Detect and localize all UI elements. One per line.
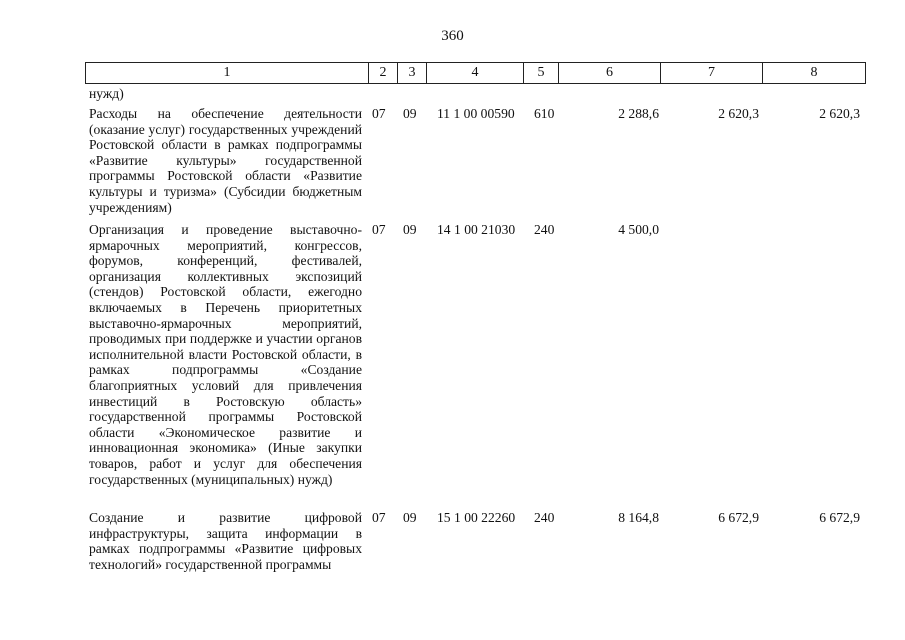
- row-description: Организация и проведение выставочно-ярмарочных мероприятий, конгрессов, форумов, конференций, фестивалей, организация коллективных экспозиций (стендов) Ростовской области, ежегодно включаемых в Перечень приоритетных выставочно-ярмарочных мероприятий, проводимых при поддержке и участии органов исполнительной власти Ростовской области, в рамках подпрограммы «Создание благоприятных условий для привлечения инвестиций в Ростовскую область» государственной программы Ростовской области «Экономическое развитие и инновационная экономика» (Иные закупки товаров, работ и услуг для обеспечения государственных (муниципальных) нужд): [89, 222, 362, 487]
- row-vr: 240: [534, 222, 555, 237]
- row-csr: 11 1 00 00590: [437, 106, 515, 121]
- header-col-7: 7: [661, 63, 763, 84]
- column-header-row: [85, 62, 866, 84]
- row-pr: 09: [403, 510, 417, 525]
- header-col-2: 2: [369, 63, 398, 84]
- header-col-4: 4: [427, 63, 524, 84]
- header-col-5: 5: [524, 63, 559, 84]
- row-vr: 240: [534, 510, 555, 525]
- header-col-8: 8: [763, 63, 866, 84]
- header-col-1: 1: [86, 63, 369, 84]
- row-csr: 15 1 00 22260: [437, 510, 516, 525]
- row-description: нужд): [89, 86, 124, 101]
- row-value-3: 2 620,3: [819, 106, 860, 121]
- row-rz: 07: [372, 510, 386, 525]
- row-value-1: 4 500,0: [618, 222, 659, 237]
- header-col-3: 3: [398, 63, 427, 84]
- row-vr: 610: [534, 106, 555, 121]
- row-rz: 07: [372, 106, 386, 121]
- row-rz: 07: [372, 222, 386, 237]
- header-col-6: 6: [559, 63, 661, 84]
- row-pr: 09: [403, 106, 417, 121]
- row-value-3: 6 672,9: [819, 510, 860, 525]
- row-value-2: 2 620,3: [718, 106, 759, 121]
- row-pr: 09: [403, 222, 417, 237]
- page-number: 360: [441, 28, 464, 44]
- row-value-1: 2 288,6: [618, 106, 659, 121]
- row-value-1: 8 164,8: [618, 510, 659, 525]
- row-value-2: 6 672,9: [718, 510, 759, 525]
- row-description: Расходы на обеспечение деятельности (оказание услуг) государственных учреждений Ростовской области в рамках подпрограммы «Развитие культуры» государственной программы Ростовской области «Развитие культуры и туризма» (Субсидии бюджетным учреждениям): [89, 106, 362, 215]
- row-description: Создание и развитие цифровой инфраструктуры, защита информации в рамках подпрограммы «Развитие цифровых технологий» государственной программы: [89, 510, 362, 572]
- row-csr: 14 1 00 21030: [437, 222, 516, 237]
